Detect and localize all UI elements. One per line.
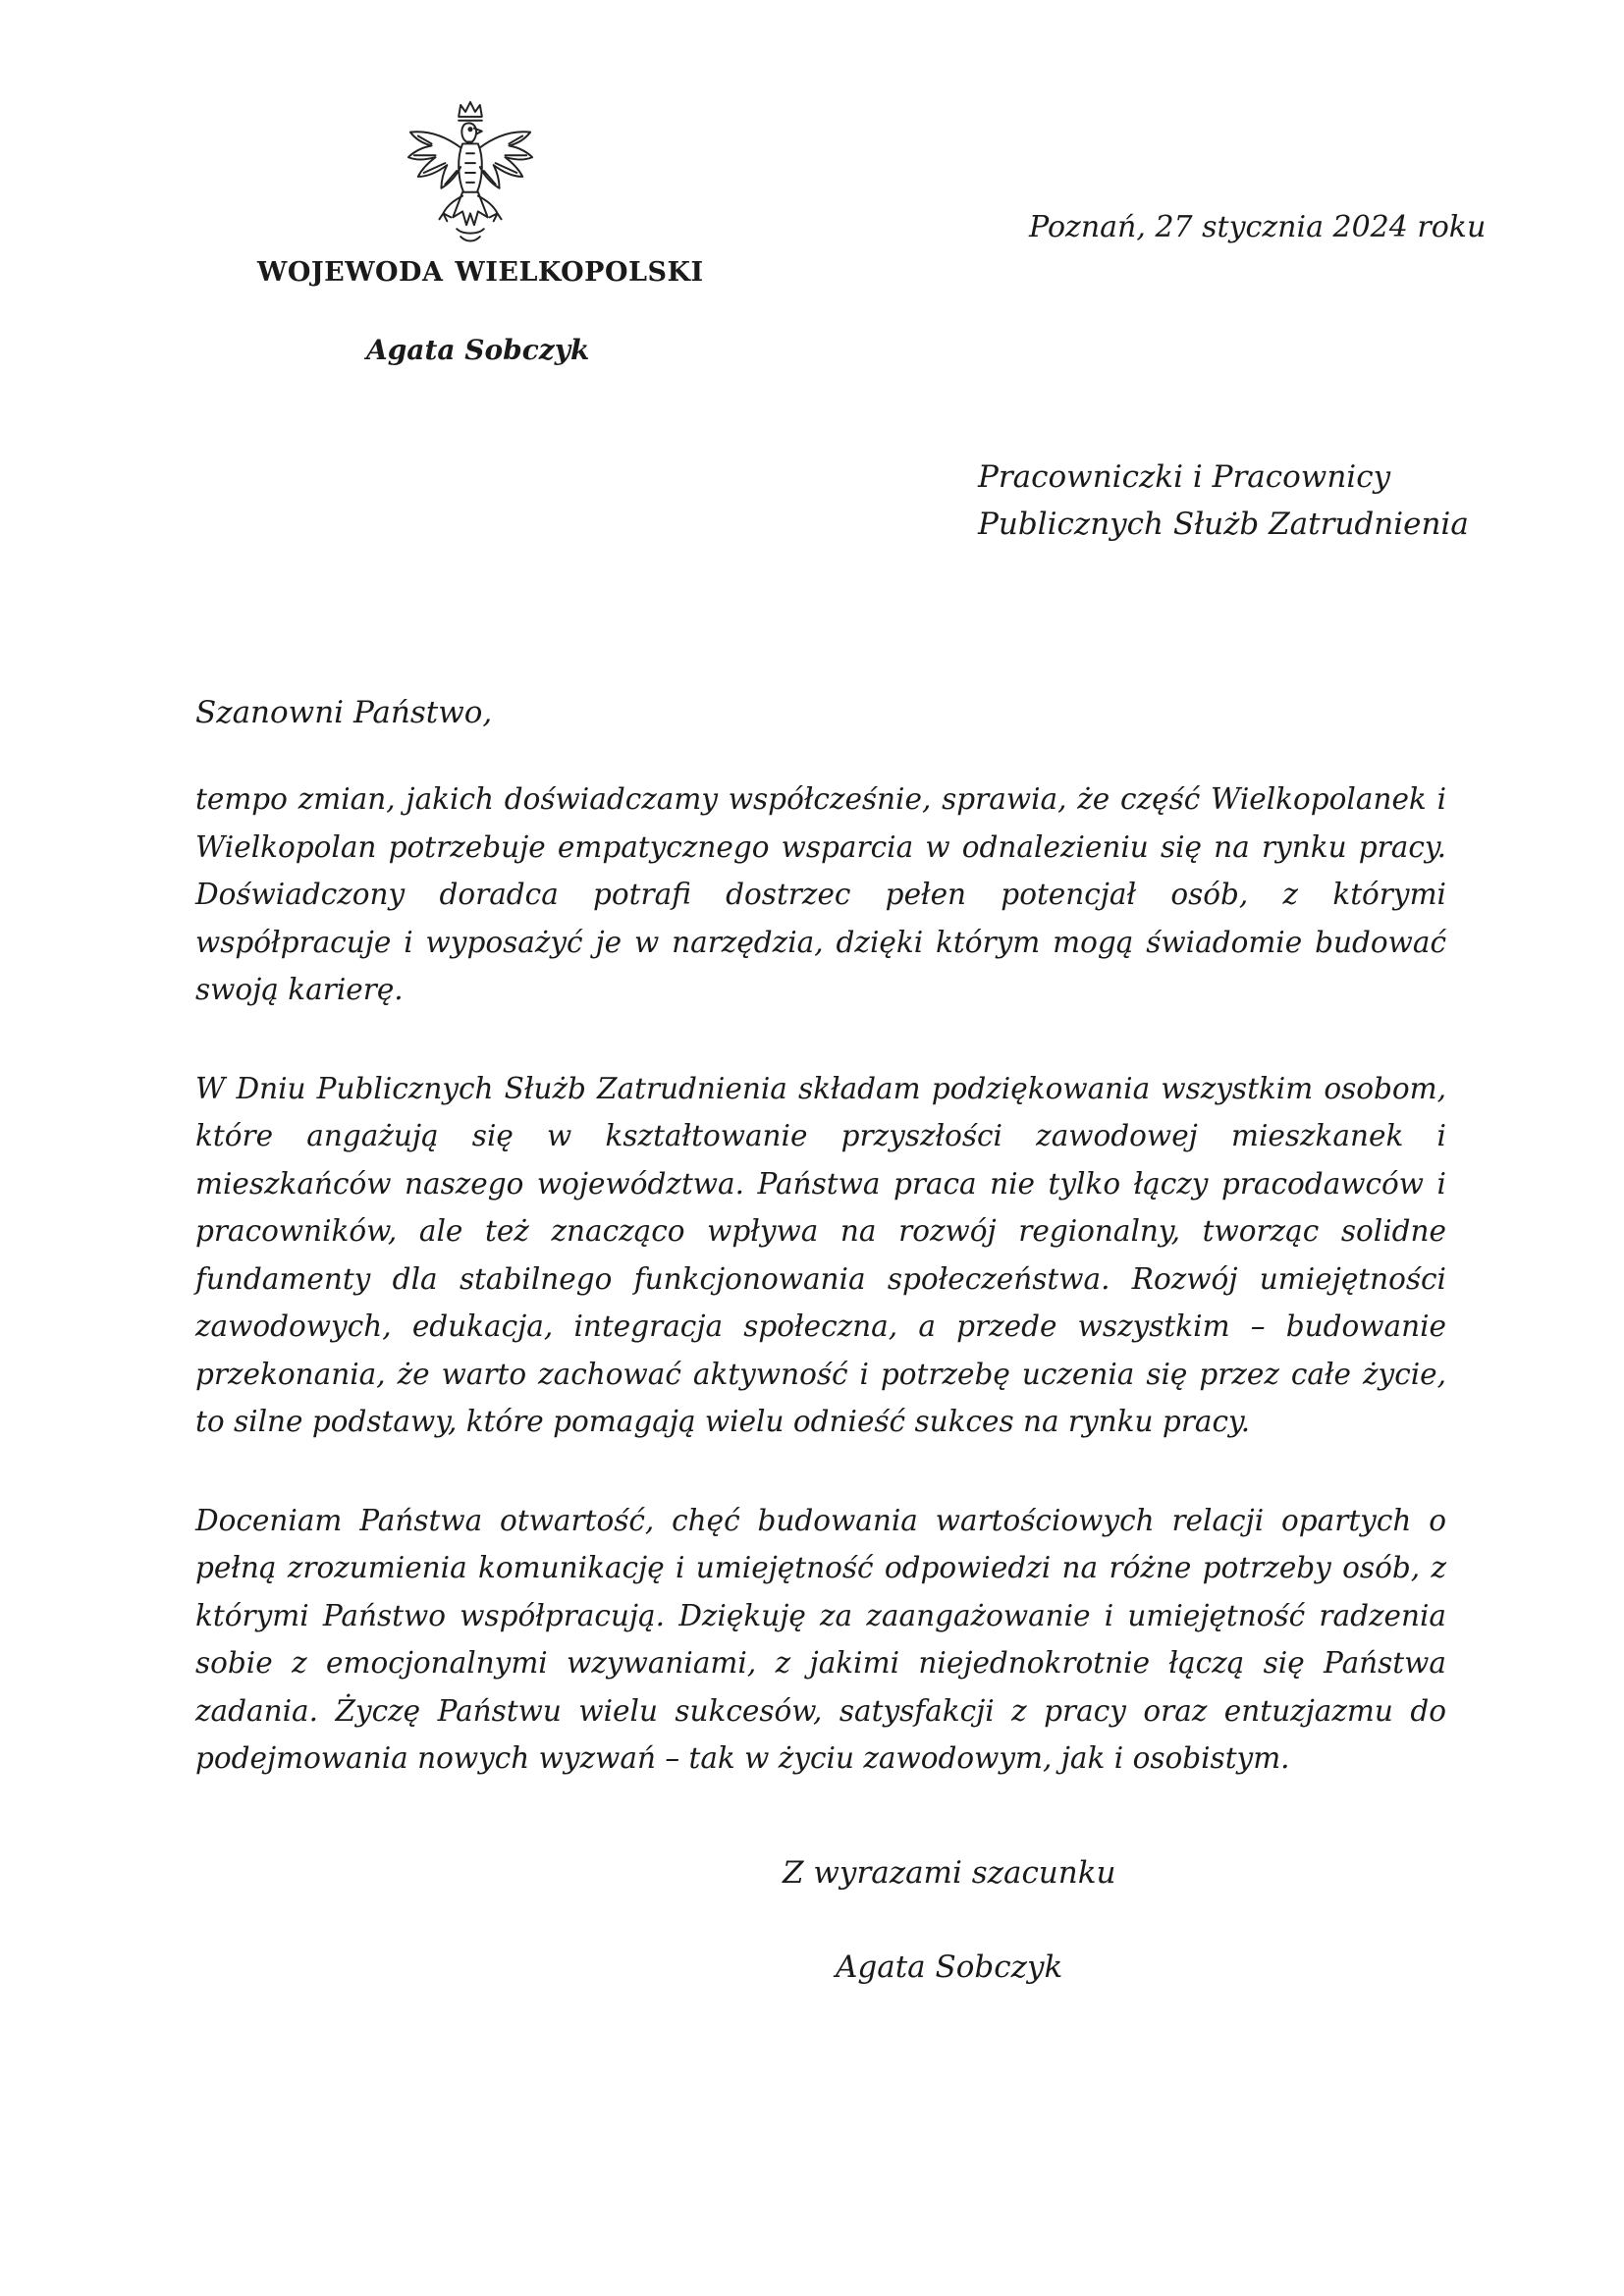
recipient-line: Pracowniczki i Pracownicy — [978, 459, 1391, 495]
body-paragraph: Doceniam Państwa otwartość, chęć budowania wartościowych relacji opartych o pełną zrozumienia komunikację i umiejętność odpowiedzi na różne potrzeby osób, z którymi Państwo współpracują. Dziękuję za zaangażowanie i umiejętność radzenia sobie z emocjonalnymi wzywaniami, z jakimi niejednokrotnie łączą się Państwa zadania. Życzę Państwu wielu sukcesów, satysfakcji z pracy oraz entuzjazmu do podejmowania nowych wyzwań – tak w życiu zawodowym, jak i osobistym. — [195, 1503, 1446, 1775]
crowned-eagle-emblem-icon — [403, 98, 538, 247]
signature-name: Agata Sobczyk — [836, 1949, 1063, 1985]
issuer-name: Agata Sobczyk — [366, 334, 590, 366]
body-paragraph: W Dniu Publicznych Służb Zatrudnienia składam podziękowania wszystkim osobom, które angażują się w kształtowanie przyszłości zawodowej mieszkanek i mieszkańców naszego województwa. Państwa praca nie tylko łączy pracodawców i pracowników, ale też znacząco wpływa na rozwój regionalny, tworząc solidne fundamenty dla stabilnego funkcjonowania społeczeństwa. Rozwój umiejętności zawodowych, edukacja, integracja społeczna, a przede wszystkim – budowanie przekonania, że warto zachować aktywność i potrzebę uczenia się przez całe życie, to silne podstawy, które pomagają wielu odnieść sukces na rynku pracy. — [195, 1071, 1446, 1438]
place-and-date: Poznań, 27 stycznia 2024 roku — [1029, 210, 1487, 244]
body-paragraph: tempo zmian, jakich doświadczamy współcześnie, sprawia, że część Wielkopolanek i Wielkopolan potrzebuje empatycznego wsparcia w odnalezieniu się na rynku pracy. Doświadczony doradca potrafi dostrzec pełen potencjał osób, z którymi współpracuje i wyposażyć je w narzędzia, dzięki którym mogą świadomie budować swoją karierę. — [195, 782, 1446, 1006]
letter-body — [195, 775, 1446, 1834]
recipient-block — [978, 454, 1469, 548]
recipient-line: Publicznych Służb Zatrudnienia — [978, 507, 1469, 542]
closing-phrase: Z wyrazami szacunku — [783, 1855, 1116, 1891]
office-title — [257, 257, 709, 288]
salutation: Szanowni Państwo, — [195, 695, 493, 730]
office-title-word: WIELKOPOLSKI — [455, 257, 704, 288]
office-title-word: WOJEWODA — [257, 257, 444, 288]
